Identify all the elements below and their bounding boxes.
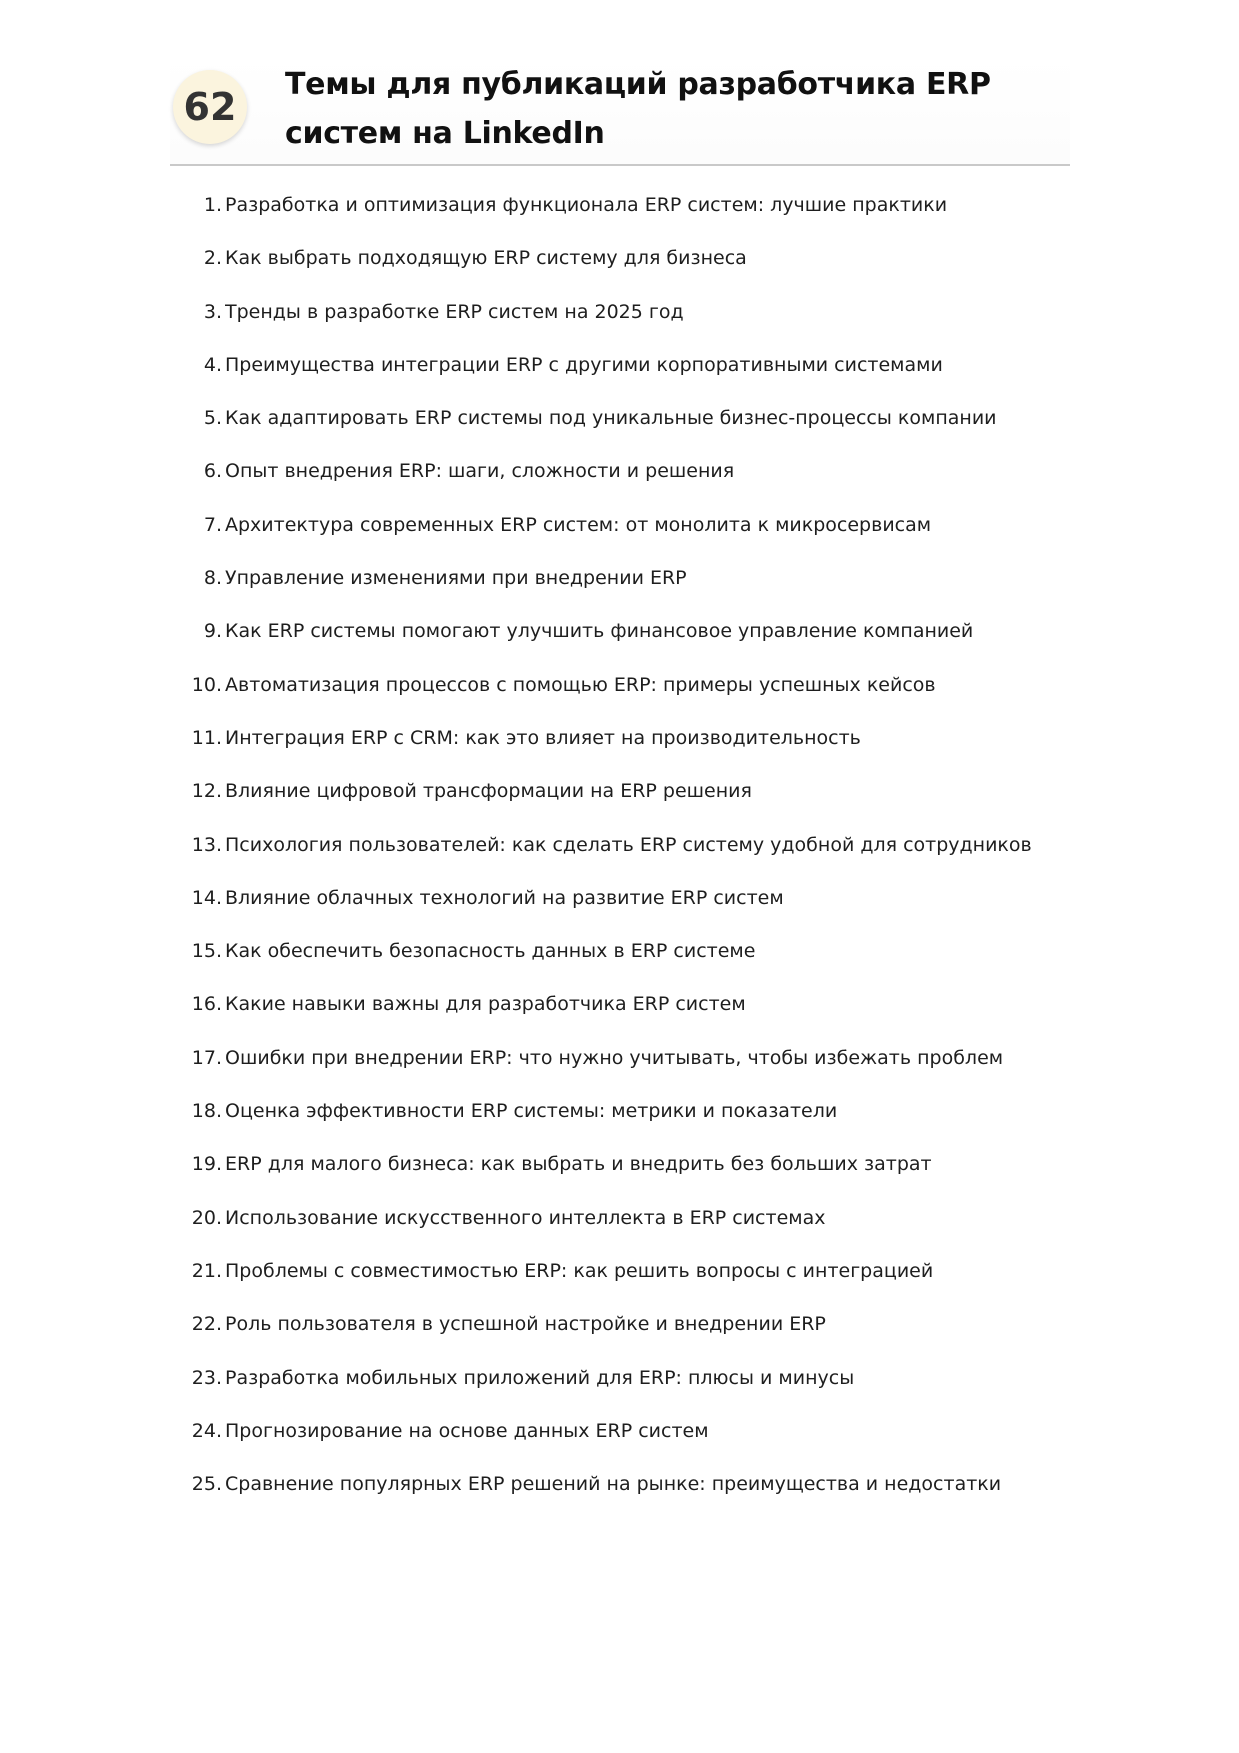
list-item-number: 15. bbox=[191, 940, 222, 963]
list-item bbox=[190, 194, 1070, 247]
list-item-number: 3. bbox=[203, 300, 222, 323]
list-item bbox=[190, 727, 1070, 780]
list-item-number: 22. bbox=[191, 1313, 222, 1336]
list-item-text: Прогнозирование на основе данных ERP систем bbox=[225, 1419, 709, 1442]
list-item-text: Управление изменениями при внедрении ERP bbox=[225, 567, 687, 590]
list-item-number: 14. bbox=[191, 886, 222, 909]
list-item-number: 8. bbox=[203, 567, 222, 590]
list-item-text: Разработка мобильных приложений для ERP: плюсы и минусы bbox=[225, 1366, 855, 1389]
list-item bbox=[190, 780, 1070, 833]
list-item bbox=[190, 514, 1070, 567]
list-item-number: 24. bbox=[191, 1419, 222, 1442]
list-item bbox=[190, 1313, 1070, 1366]
list-item-text: Какие навыки важны для разработчика ERP систем bbox=[225, 993, 746, 1016]
list-item-text: Опыт внедрения ERP: шаги, сложности и решения bbox=[225, 460, 735, 483]
list-item-text: Интеграция ERP с CRM: как это влияет на производительность bbox=[225, 726, 861, 749]
list-item-text: Влияние облачных технологий на развитие ERP систем bbox=[225, 886, 784, 909]
list-item bbox=[190, 1367, 1070, 1420]
list-item bbox=[190, 354, 1070, 407]
list-item-number: 5. bbox=[203, 407, 222, 430]
list-item bbox=[190, 620, 1070, 673]
list-item-text: Как ERP системы помогают улучшить финансовое управление компанией bbox=[225, 620, 974, 643]
list-item bbox=[190, 567, 1070, 620]
list-item-text: Проблемы с совместимостью ERP: как решить вопросы с интеграцией bbox=[225, 1259, 934, 1282]
section-header bbox=[170, 56, 1070, 166]
list-item-number: 18. bbox=[191, 1100, 222, 1123]
list-item bbox=[190, 1100, 1070, 1153]
list-item bbox=[190, 460, 1070, 513]
list-item bbox=[190, 1047, 1070, 1100]
list-item-number: 20. bbox=[191, 1206, 222, 1229]
list-item-text: Ошибки при внедрении ERP: что нужно учитывать, чтобы избежать проблем bbox=[225, 1046, 1004, 1069]
list-item-number: 2. bbox=[203, 247, 222, 270]
list-item-number: 21. bbox=[191, 1259, 222, 1282]
list-item bbox=[190, 674, 1070, 727]
list-item-text: Оценка эффективности ERP системы: метрики и показатели bbox=[225, 1100, 838, 1123]
list-item bbox=[190, 407, 1070, 460]
list-item-text: Как адаптировать ERP системы под уникальные бизнес-процессы компании bbox=[225, 407, 997, 430]
list-item-text: Роль пользователя в успешной настройке и внедрении ERP bbox=[225, 1313, 826, 1336]
list-item-text: Преимущества интеграции ERP с другими корпоративными системами bbox=[225, 353, 943, 376]
list-item-number: 25. bbox=[191, 1473, 222, 1496]
list-item bbox=[190, 1207, 1070, 1260]
list-item bbox=[190, 1260, 1070, 1313]
list-item-number: 7. bbox=[203, 513, 222, 536]
list-item-number: 10. bbox=[191, 673, 222, 696]
list-item-number: 12. bbox=[191, 780, 222, 803]
list-item-text: Как обеспечить безопасность данных в ERP системе bbox=[225, 940, 756, 963]
list-item bbox=[190, 247, 1070, 300]
list-item-number: 17. bbox=[191, 1046, 222, 1069]
list-item bbox=[190, 1473, 1070, 1526]
list-item bbox=[190, 1153, 1070, 1206]
list-item bbox=[190, 834, 1070, 887]
list-item-text: Влияние цифровой трансформации на ERP решения bbox=[225, 780, 752, 803]
list-item bbox=[190, 301, 1070, 354]
list-item-number: 9. bbox=[203, 620, 222, 643]
list-item-number: 1. bbox=[203, 194, 222, 216]
list-item-text: Использование искусственного интеллекта в ERP системах bbox=[225, 1206, 826, 1229]
list-item-text: Как выбрать подходящую ERP систему для бизнеса bbox=[225, 247, 747, 270]
list-item-number: 13. bbox=[191, 833, 222, 856]
list-item-text: Сравнение популярных ERP решений на рынке: преимущества и недостатки bbox=[225, 1473, 1002, 1496]
list-item-number: 6. bbox=[203, 460, 222, 483]
list-item-number: 4. bbox=[203, 353, 222, 376]
list-item-number: 11. bbox=[191, 726, 222, 749]
list-item-text: Разработка и оптимизация функционала ERP систем: лучшие практики bbox=[225, 194, 948, 216]
list-item bbox=[190, 993, 1070, 1046]
list-item-text: Архитектура современных ERP систем: от монолита к микросервисам bbox=[225, 513, 932, 536]
list-item bbox=[190, 1420, 1070, 1473]
list-item-number: 19. bbox=[191, 1153, 222, 1176]
list-item bbox=[190, 940, 1070, 993]
list-item-number: 16. bbox=[191, 993, 222, 1016]
list-item bbox=[190, 887, 1070, 940]
list-item-text: Тренды в разработке ERP систем на 2025 год bbox=[225, 300, 684, 323]
topic-list bbox=[190, 194, 1070, 1526]
section-number-badge: 62 bbox=[173, 70, 247, 144]
list-item-text: Автоматизация процессов с помощью ERP: примеры успешных кейсов bbox=[225, 673, 936, 696]
list-item-text: ERP для малого бизнеса: как выбрать и внедрить без больших затрат bbox=[225, 1153, 932, 1176]
list-item-text: Психология пользователей: как сделать ERP систему удобной для сотрудников bbox=[225, 833, 1032, 856]
page-title: Темы для публикаций разработчика ERP систем на LinkedIn bbox=[285, 67, 991, 151]
list-item-number: 23. bbox=[191, 1366, 222, 1389]
